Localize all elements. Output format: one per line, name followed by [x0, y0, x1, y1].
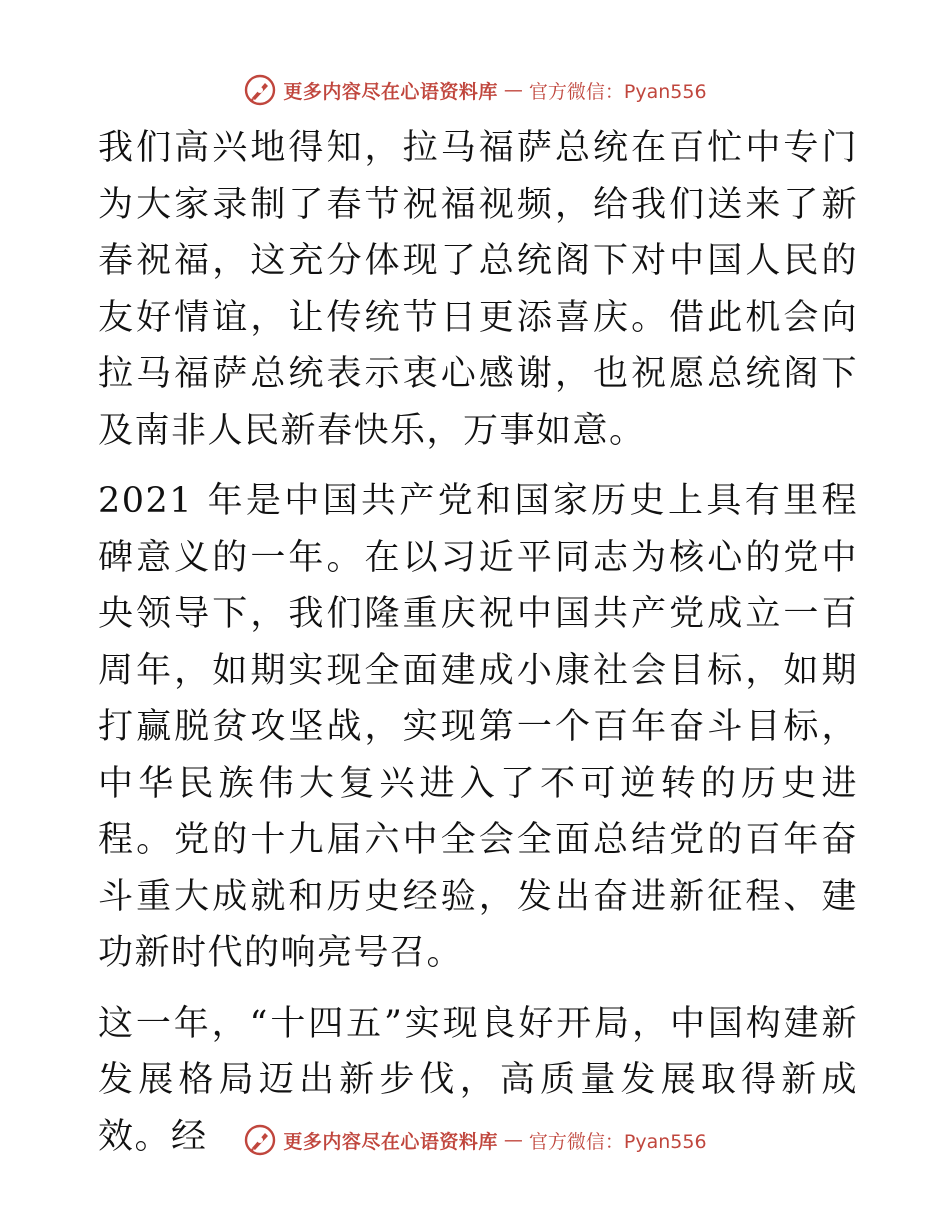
watermark-wechat: 官方微信：Pyan556: [528, 80, 707, 103]
watermark-wechat: 官方微信：Pyan556: [528, 1130, 707, 1153]
paragraph-2: 2021 年是中国共产党和国家历史上具有里程碑意义的一年。在以习近平同志为核心的党中央领导下，我们隆重庆祝中国共产党成立一百周年，如期实现全面建成小康社会目标，如期打赢脱贫攻坚战，实现第一个百年奋斗目标，中华民族伟大复兴进入了不可逆转的历史进程。党的十九届六中全会全面总结党的百年奋斗重大成就和历史经验，发出奋进新征程、建功新时代的响亮号召。: [98, 481, 858, 973]
watermark-separator: —: [503, 1129, 523, 1151]
document-body: [98, 120, 858, 1179]
header-watermark: [0, 70, 950, 110]
footer-watermark: [0, 1120, 950, 1160]
watermark-brand: 更多内容尽在心语资料库: [283, 80, 498, 103]
pen-circle-logo-icon: [243, 73, 277, 107]
watermark-brand: 更多内容尽在心语资料库: [283, 1130, 498, 1153]
paragraph-3: 这一年，“十四五”实现良好开局，中国构建新发展格局迈出新步伐，高质量发展取得新成效。经: [98, 1003, 858, 1157]
pen-circle-logo-icon: [243, 1123, 277, 1157]
paragraph-1: 我们高兴地得知，拉马福萨总统在百忙中专门为大家录制了春节祝福视频，给我们送来了新春祝福，这充分体现了总统阁下对中国人民的友好情谊，让传统节日更添喜庆。借此机会向拉马福萨总统表示衷心感谢，也祝愿总统阁下及南非人民新春快乐，万事如意。: [98, 128, 858, 451]
watermark-separator: —: [503, 79, 523, 101]
